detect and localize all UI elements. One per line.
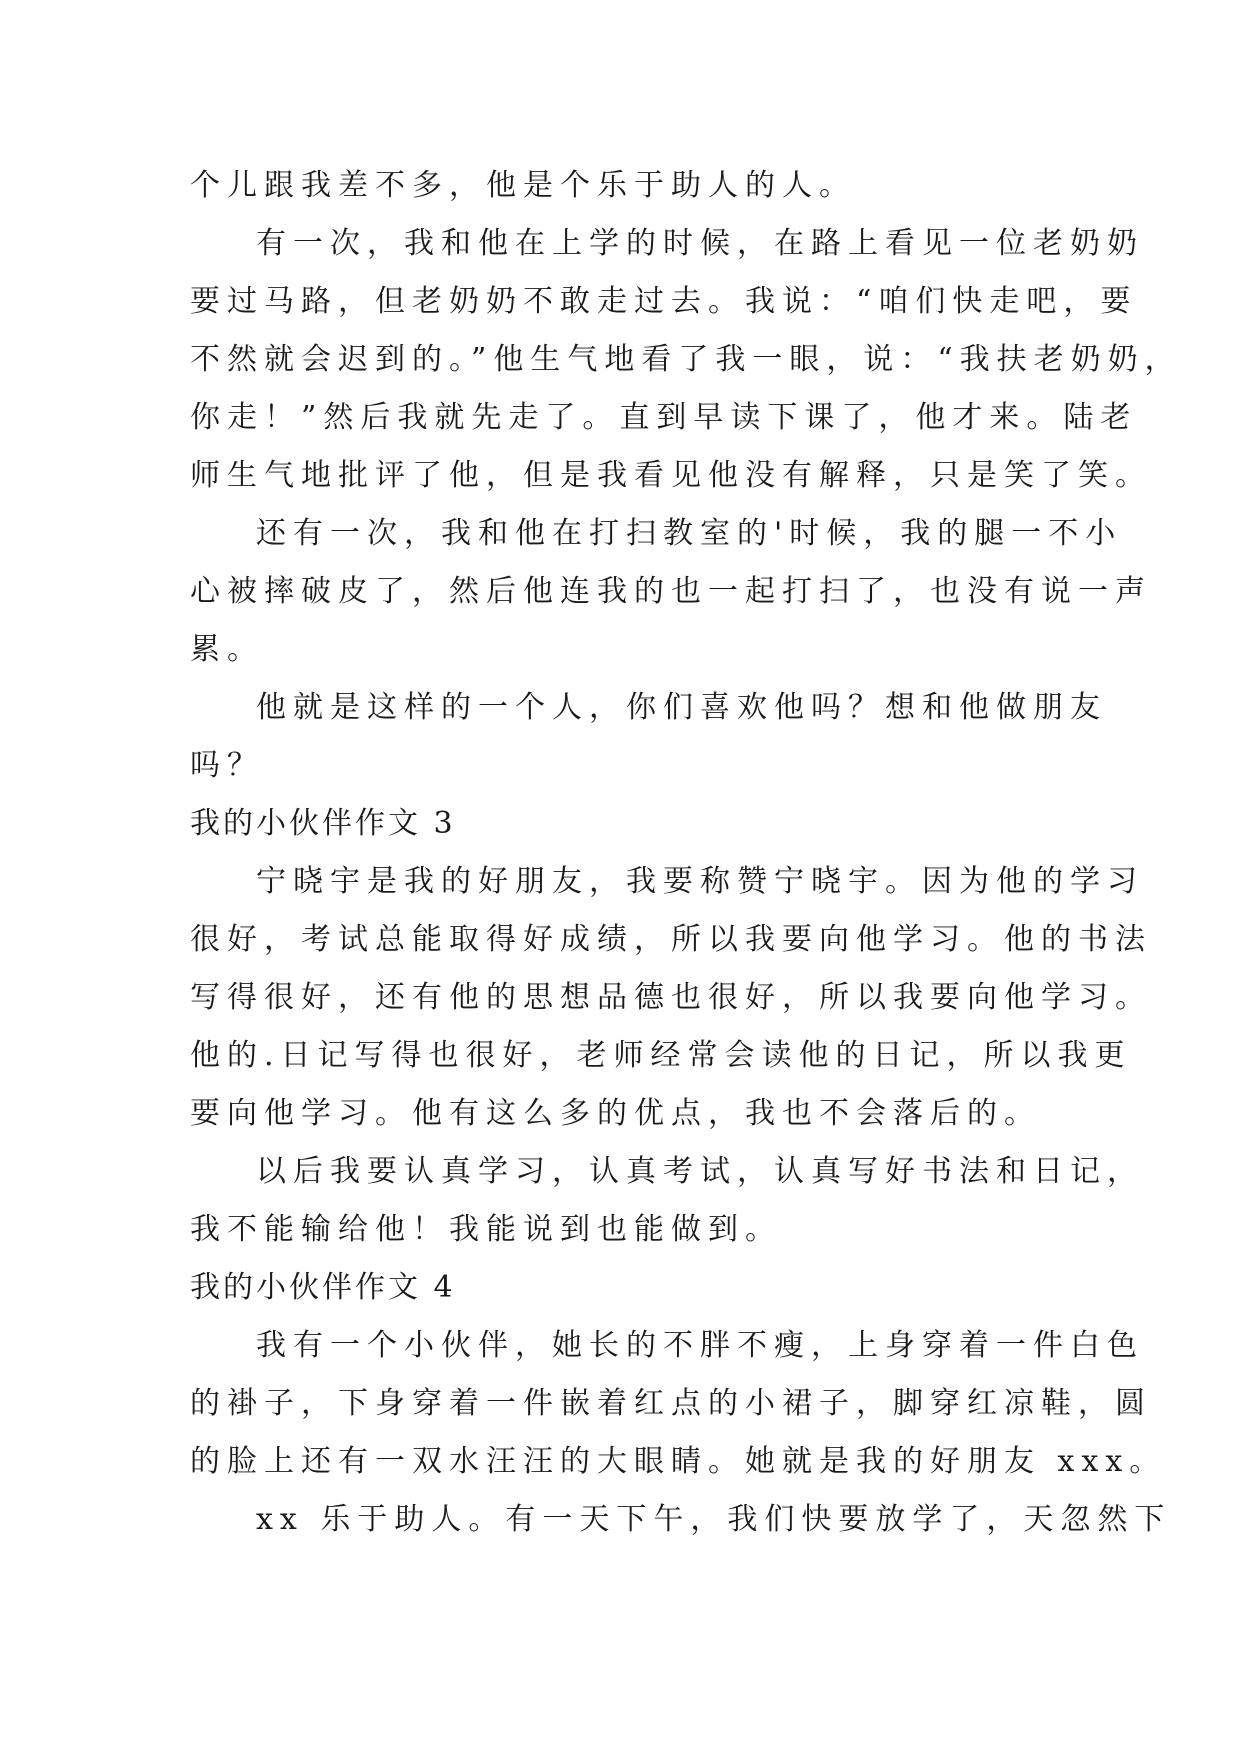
- text-line: 你走！”然后我就先走了。直到早读下课了，他才来。陆老: [190, 400, 1138, 435]
- text-line: 要过马路，但老奶奶不敢走过去。我说：“咱们快走吧，要: [190, 284, 1138, 319]
- paragraph-first-line: 宁晓宇是我的好朋友，我要称赞宁晓宇。因为他的学习: [256, 864, 1144, 899]
- text-line: 我不能输给他！我能说到也能做到。: [190, 1212, 782, 1247]
- text-line: 的褂子，下身穿着一件嵌着红点的小裙子，脚穿红凉鞋，圆: [190, 1386, 1152, 1421]
- paragraph-first-line: 还有一次，我和他在打扫教室的'时候，我的腿一不小: [256, 516, 1123, 551]
- text-line: 不然就会迟到的。”他生气地看了我一眼，说：“我扶老奶奶，: [190, 342, 1182, 377]
- paragraph-first-line: 我有一个小伙伴，她长的不胖不瘦，上身穿着一件白色: [256, 1328, 1144, 1363]
- text-line: 个儿跟我差不多，他是个乐于助人的人。: [190, 168, 856, 203]
- text-line: 师生气地批评了他，但是我看见他没有解释，只是笑了笑。: [190, 458, 1152, 493]
- text-line: 心被摔破皮了，然后他连我的也一起打扫了，也没有说一声: [190, 574, 1152, 609]
- paragraph-first-line: 以后我要认真学习，认真考试，认真写好书法和日记，: [256, 1154, 1144, 1189]
- text-line: 吗？: [190, 748, 264, 783]
- paragraph-first-line: xx 乐于助人。有一天下午，我们快要放学了，天忽然下: [256, 1502, 1172, 1537]
- paragraph-first-line: 他就是这样的一个人，你们喜欢他吗？想和他做朋友: [256, 690, 1107, 725]
- paragraph-first-line: 有一次，我和他在上学的时候，在路上看见一位老奶奶: [256, 226, 1144, 261]
- text-line: 累。: [190, 632, 264, 667]
- section-heading: 我的小伙伴作文 4: [190, 1270, 456, 1305]
- text-line: 他的.日记写得也很好，老师经常会读他的日记，所以我更: [190, 1038, 1132, 1073]
- text-line: 写得很好，还有他的思想品德也很好，所以我要向他学习。: [190, 980, 1152, 1015]
- section-heading: 我的小伙伴作文 3: [190, 806, 456, 841]
- text-line: 的脸上还有一双水汪汪的大眼睛。她就是我的好朋友 xxx。: [190, 1444, 1167, 1479]
- text-line: 很好，考试总能取得好成绩，所以我要向他学习。他的书法: [190, 922, 1152, 957]
- text-line: 要向他学习。他有这么多的优点，我也不会落后的。: [190, 1096, 1041, 1131]
